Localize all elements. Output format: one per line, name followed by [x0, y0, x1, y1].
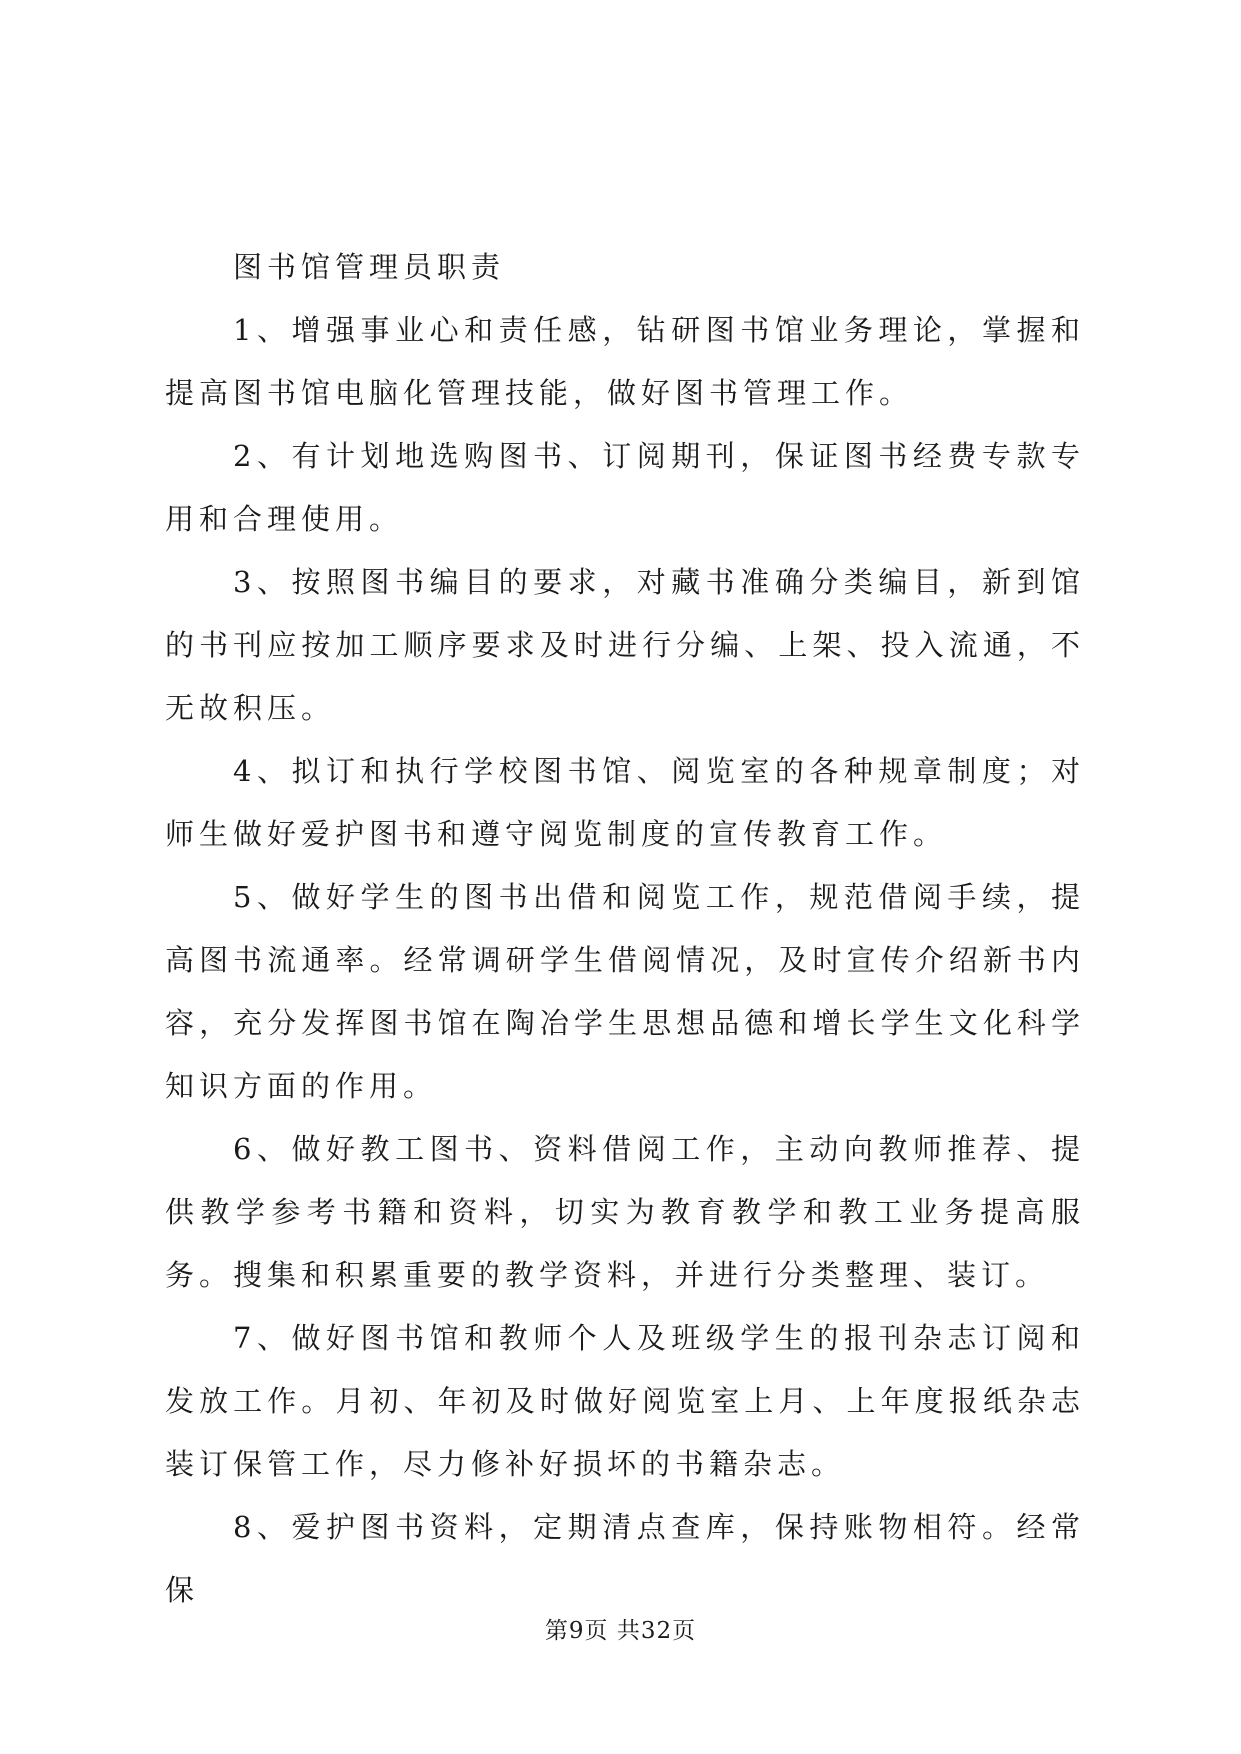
- paragraph-duty-6: 6、做好教工图书、资料借阅工作，主动向教师推荐、提供教学参考书籍和资料，切实为教育教学和教工业务提高服务。搜集和积累重要的教学资料，并进行分类整理、装订。: [165, 1132, 1085, 1292]
- paragraph-duty-7: 7、做好图书馆和教师个人及班级学生的报刊杂志订阅和发放工作。月初、年初及时做好阅览室上月、上年度报纸杂志装订保管工作，尽力修补好损坏的书籍杂志。: [165, 1321, 1085, 1481]
- paragraph-duty-1: 1、增强事业心和责任感，钻研图书馆业务理论，掌握和提高图书馆电脑化管理技能，做好图书管理工作。: [165, 313, 1085, 410]
- paragraph-duty-5: 5、做好学生的图书出借和阅览工作，规范借阅手续，提高图书流通率。经常调研学生借阅情况，及时宣传介绍新书内容，充分发挥图书馆在陶冶学生思想品德和增长学生文化科学知识方面的作用。: [165, 880, 1085, 1103]
- document-title: 图书馆管理员职责: [233, 250, 506, 284]
- paragraph-duty-4: 4、拟订和执行学校图书馆、阅览室的各种规章制度；对师生做好爱护图书和遵守阅览制度的宣传教育工作。: [165, 754, 1085, 851]
- paragraph-duty-8: 8、爱护图书资料，定期清点查库，保持账物相符。经常保: [165, 1510, 1085, 1607]
- paragraph-duty-2: 2、有计划地选购图书、订阅期刊，保证图书经费专款专用和合理使用。: [165, 439, 1085, 536]
- paragraph-duty-3: 3、按照图书编目的要求，对藏书准确分类编目，新到馆的书刊应按加工顺序要求及时进行分编、上架、投入流通，不无故积压。: [165, 565, 1085, 725]
- document-body: [165, 236, 1085, 1622]
- page-number-footer: 第9页 共32页: [544, 1618, 697, 1644]
